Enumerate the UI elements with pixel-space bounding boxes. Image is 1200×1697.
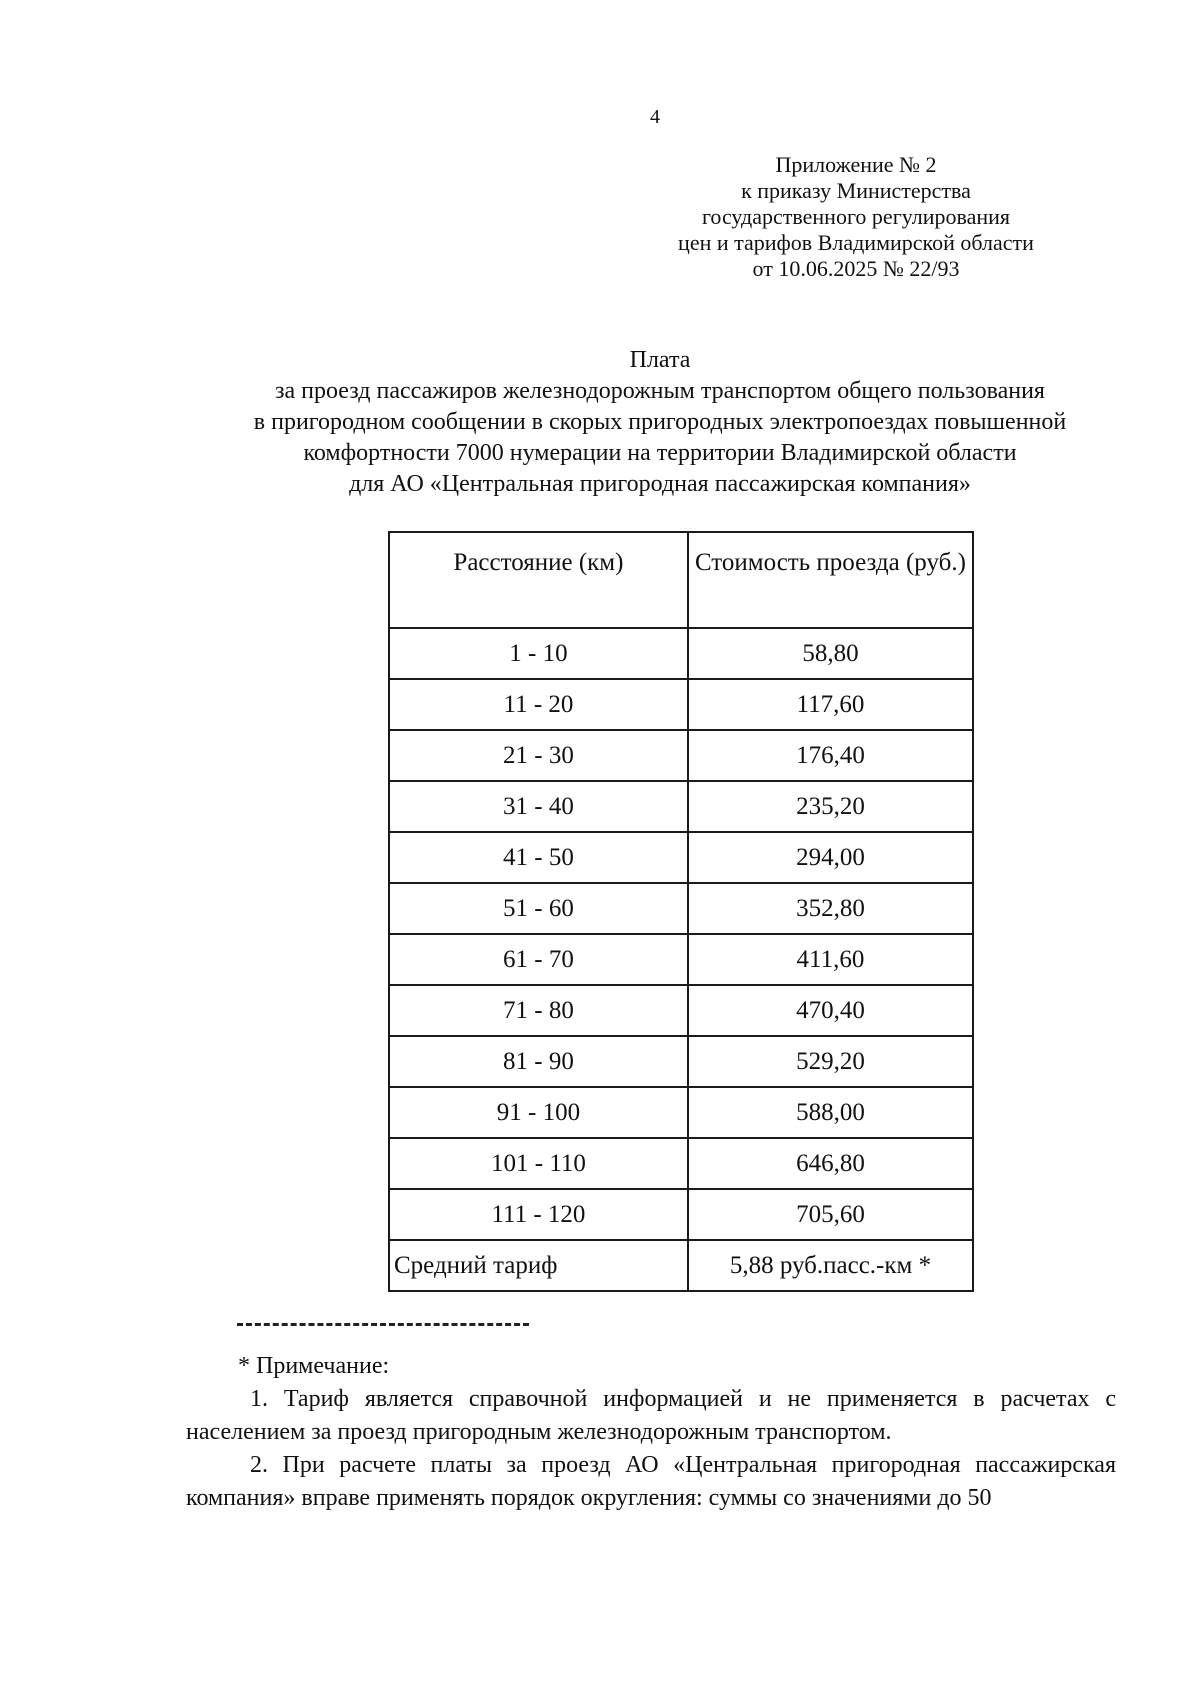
price-cell: 235,20 (688, 781, 973, 832)
table-row (389, 1036, 973, 1087)
distance-cell: 31 - 40 (389, 781, 688, 832)
appendix-line: государственного регулирования (701, 204, 1011, 229)
appendix-block (596, 152, 1116, 282)
price-cell: 352,80 (688, 883, 973, 934)
distance-cell: 1 - 10 (389, 628, 688, 679)
notes-title: * Примечание: (238, 1353, 390, 1379)
distance-cell: 41 - 50 (389, 832, 688, 883)
tariff-table-body (389, 628, 973, 1240)
table-row (389, 781, 973, 832)
table-row (389, 730, 973, 781)
notes-section (186, 1350, 1116, 1515)
table-row (389, 679, 973, 730)
distance-cell: 81 - 90 (389, 1036, 688, 1087)
header-price: Стоимость проезда (руб.) (688, 532, 973, 628)
appendix-line: к приказу Министерства (741, 178, 971, 203)
heading-line: за проезд пассажиров железнодорожным транспортом общего пользования (275, 378, 1045, 404)
document-heading (140, 345, 1180, 500)
average-tariff-value: 5,88 руб.пасс.-км * (688, 1240, 973, 1291)
table-row (389, 832, 973, 883)
page-number: 4 (650, 106, 660, 128)
appendix-line: от 10.06.2025 № 22/93 (752, 256, 960, 281)
price-cell: 588,00 (688, 1087, 973, 1138)
distance-cell: 11 - 20 (389, 679, 688, 730)
heading-line: в пригородном сообщении в скорых пригородных электропоездах повышенной (253, 409, 1067, 435)
distance-cell: 51 - 60 (389, 883, 688, 934)
distance-cell: 91 - 100 (389, 1087, 688, 1138)
distance-cell: 111 - 120 (389, 1189, 688, 1240)
table-row (389, 985, 973, 1036)
price-cell: 705,60 (688, 1189, 973, 1240)
price-cell: 646,80 (688, 1138, 973, 1189)
table-row (389, 628, 973, 679)
table-header-row (389, 532, 973, 628)
footnote-separator (237, 1323, 529, 1326)
heading-line: для АО «Центральная пригородная пассажирская компания» (349, 471, 971, 497)
table-row (389, 1138, 973, 1189)
appendix-line: Приложение № 2 (775, 152, 937, 177)
header-distance: Расстояние (км) (389, 532, 688, 628)
note-item: 1. Тариф является справочной информацией и не применяется в расчетах с населением за проезд пригородным железнодорожным транспортом. (186, 1386, 1116, 1445)
price-cell: 176,40 (688, 730, 973, 781)
distance-cell: 61 - 70 (389, 934, 688, 985)
price-cell: 117,60 (688, 679, 973, 730)
price-cell: 529,20 (688, 1036, 973, 1087)
table-row (389, 1087, 973, 1138)
table-row (389, 1189, 973, 1240)
table-footer-row (389, 1240, 973, 1291)
average-tariff-label: Средний тариф (389, 1240, 688, 1291)
tariff-table (388, 531, 974, 1292)
heading-title: Плата (629, 347, 691, 373)
appendix-line: цен и тарифов Владимирской области (678, 230, 1034, 255)
table-row (389, 934, 973, 985)
price-cell: 411,60 (688, 934, 973, 985)
heading-line: комфортности 7000 нумерации на территории Владимирской области (303, 440, 1017, 466)
table-row (389, 883, 973, 934)
price-cell: 58,80 (688, 628, 973, 679)
note-item: 2. При расчете платы за проезд АО «Центральная пригородная пассажирская компания» вправе применять порядок округления: суммы со значениями до 50 (186, 1452, 1116, 1511)
distance-cell: 21 - 30 (389, 730, 688, 781)
distance-cell: 101 - 110 (389, 1138, 688, 1189)
price-cell: 294,00 (688, 832, 973, 883)
price-cell: 470,40 (688, 985, 973, 1036)
distance-cell: 71 - 80 (389, 985, 688, 1036)
